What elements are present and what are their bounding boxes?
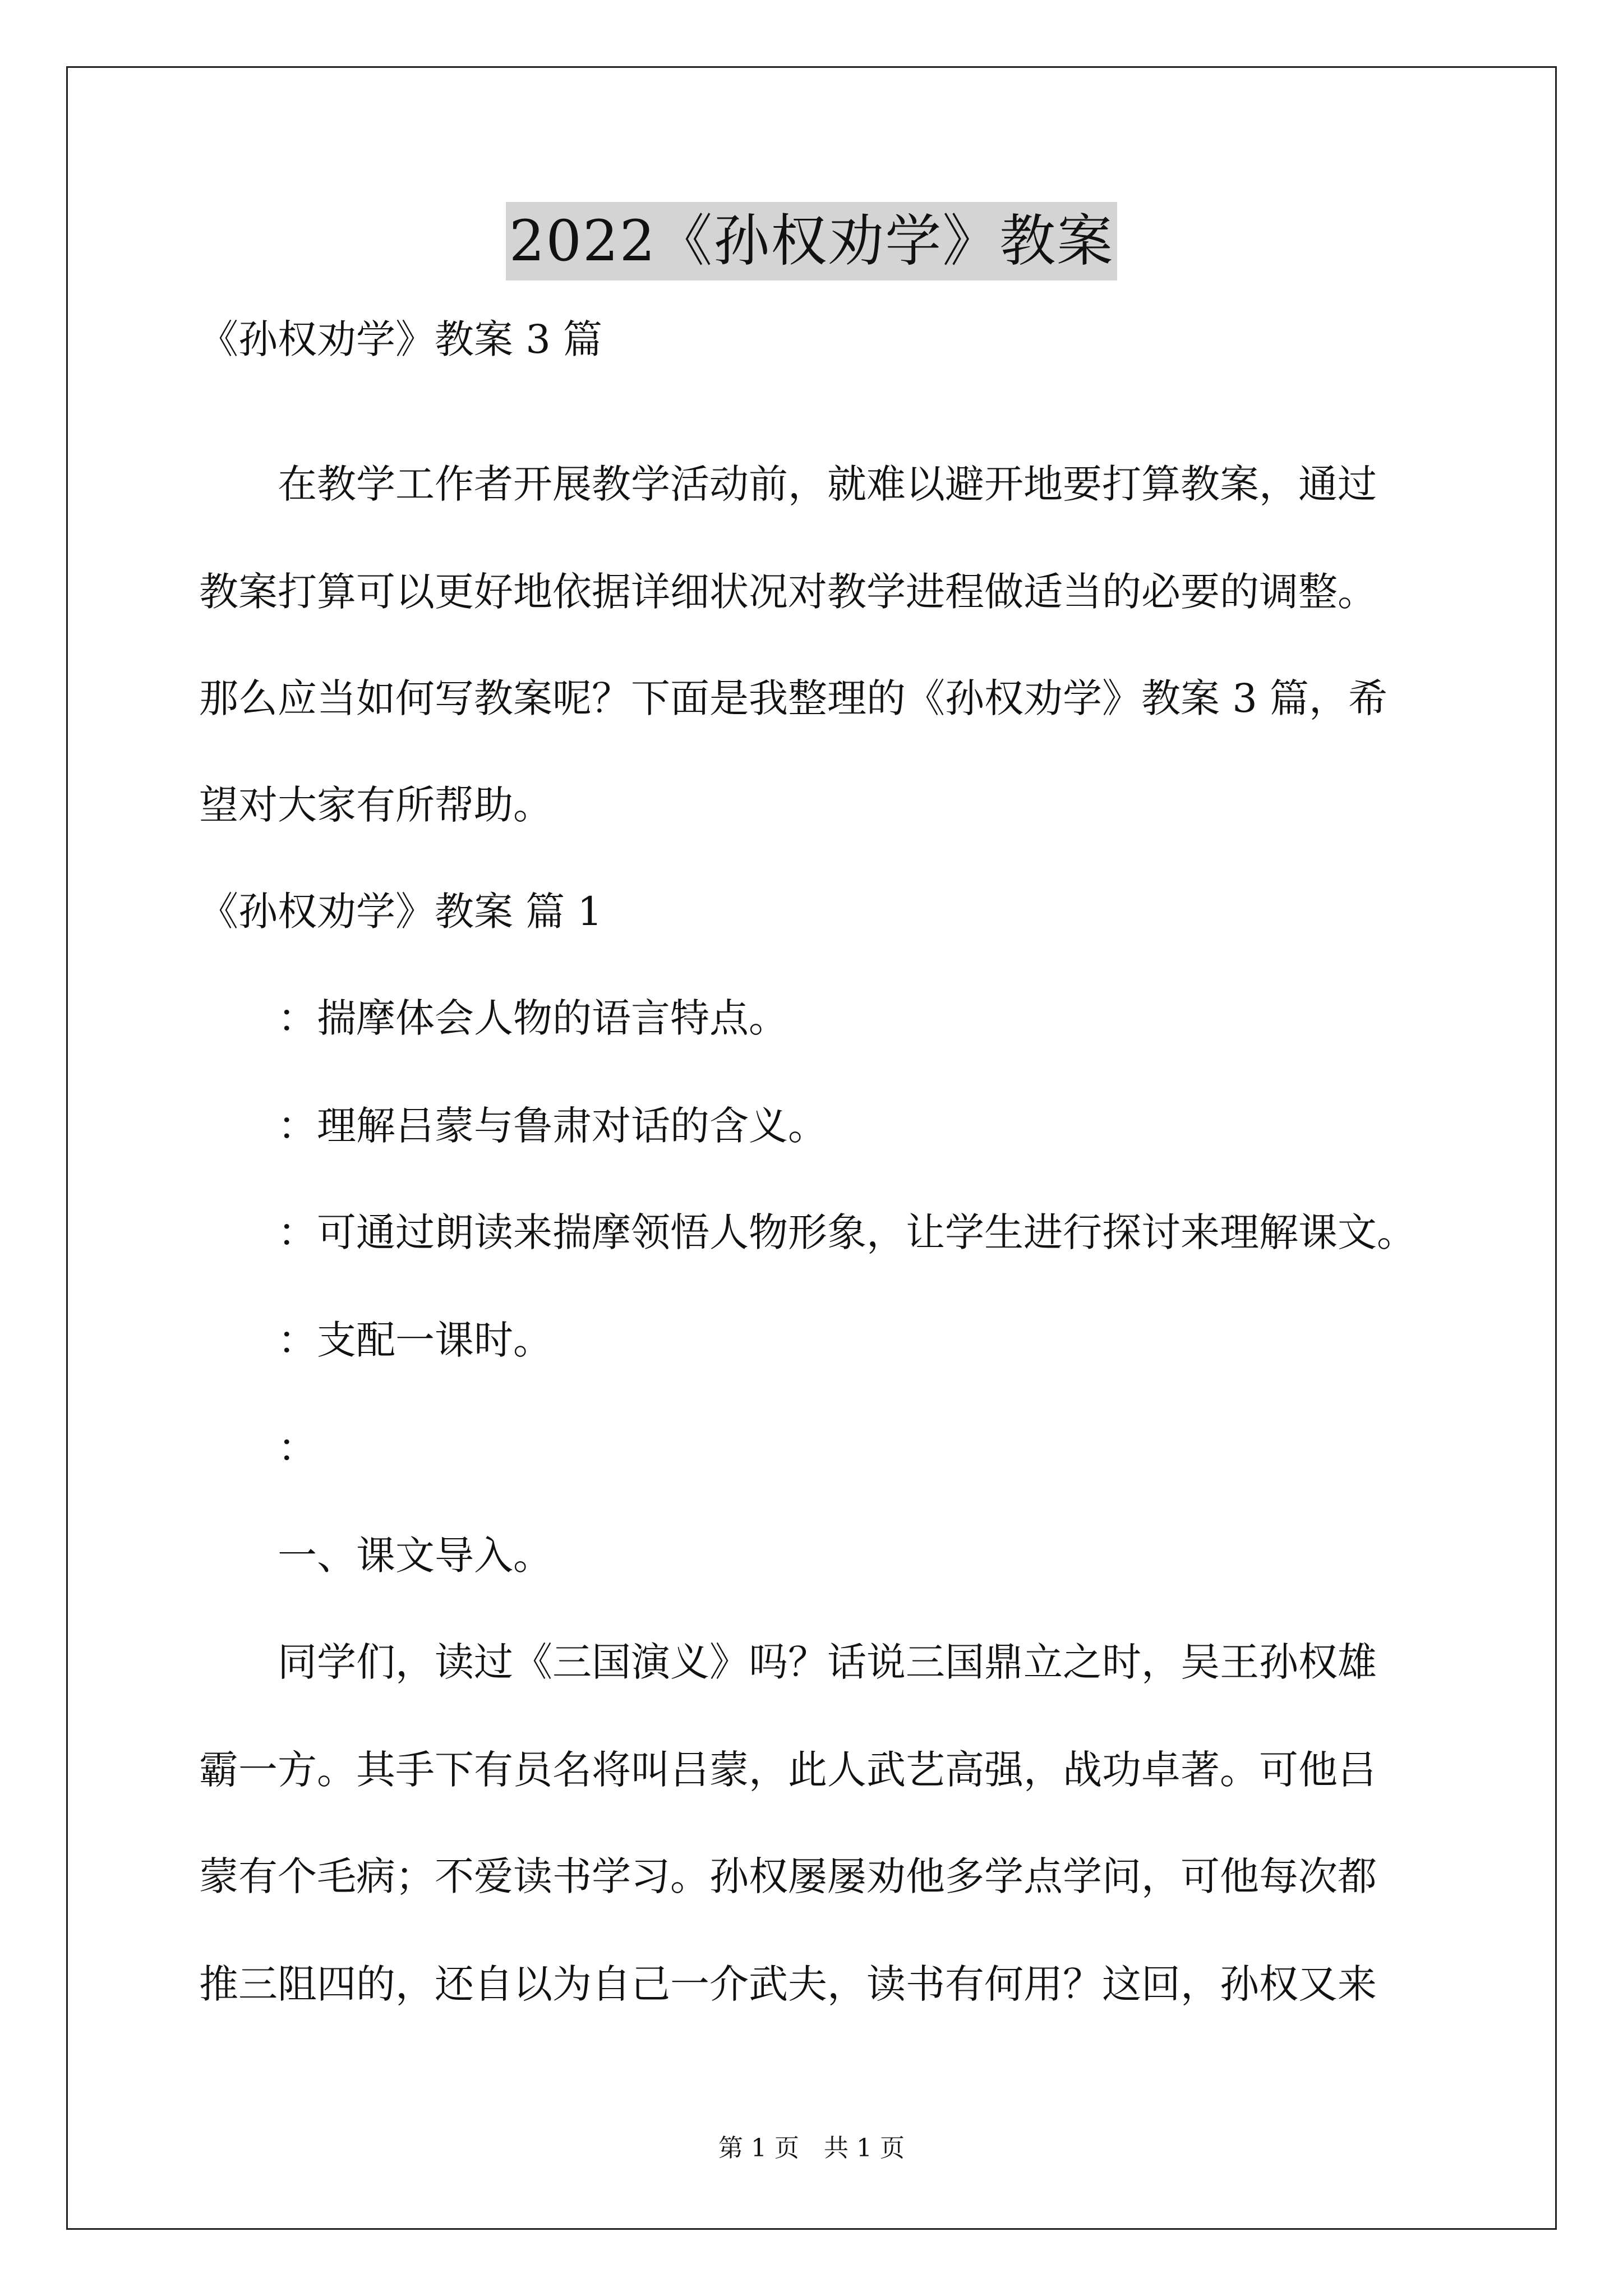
paragraph-line: ：揣摩体会人物的语言特点。: [278, 995, 788, 1041]
subtitle-line: 《孙权劝学》教案 3 篇: [199, 316, 603, 362]
paragraph-line: ：理解吕蒙与鲁肃对话的含义。: [278, 1103, 827, 1149]
paragraph-line: ：可通过朗读来揣摩领悟人物形象，让学生进行探讨来理解课文。: [278, 1209, 1416, 1255]
paragraph-line: ：支配一课时。: [278, 1317, 552, 1363]
title-container: [0, 202, 1623, 280]
document-title: 2022《孙权劝学》教案: [506, 202, 1118, 280]
paragraph-line: ：: [278, 1425, 317, 1471]
paragraph-line: 教案打算可以更好地依据详细状况对教学进程做适当的必要的调整。: [199, 569, 1377, 615]
paragraph-line: 同学们，读过《三国演义》吗？话说三国鼎立之时，吴王孙权雄: [278, 1639, 1377, 1685]
paragraph-line: 在教学工作者开展教学活动前，就难以避开地要打算教案，通过: [278, 461, 1377, 507]
paragraph-line: 蒙有个毛病；不爱读书学习。孙权屡屡劝他多学点学问，可他每次都: [199, 1853, 1377, 1899]
section-heading: 《孙权劝学》教案 篇 1: [199, 889, 603, 935]
paragraph-line: 推三阻四的，还自以为自己一介武夫，读书有何用？这回，孙权又来: [199, 1961, 1377, 2007]
paragraph-line: 那么应当如何写教案呢？下面是我整理的《孙权劝学》教案 3 篇，希: [199, 675, 1388, 721]
paragraph-line: 一、课文导入。: [278, 1533, 552, 1579]
page-footer: 第 1 页 共 1 页: [718, 2134, 905, 2162]
paragraph-line: 霸一方。其手下有员名将叫吕蒙，此人武艺高强，战功卓著。可他吕: [199, 1747, 1377, 1793]
paragraph-line: 望对大家有所帮助。: [199, 782, 552, 828]
